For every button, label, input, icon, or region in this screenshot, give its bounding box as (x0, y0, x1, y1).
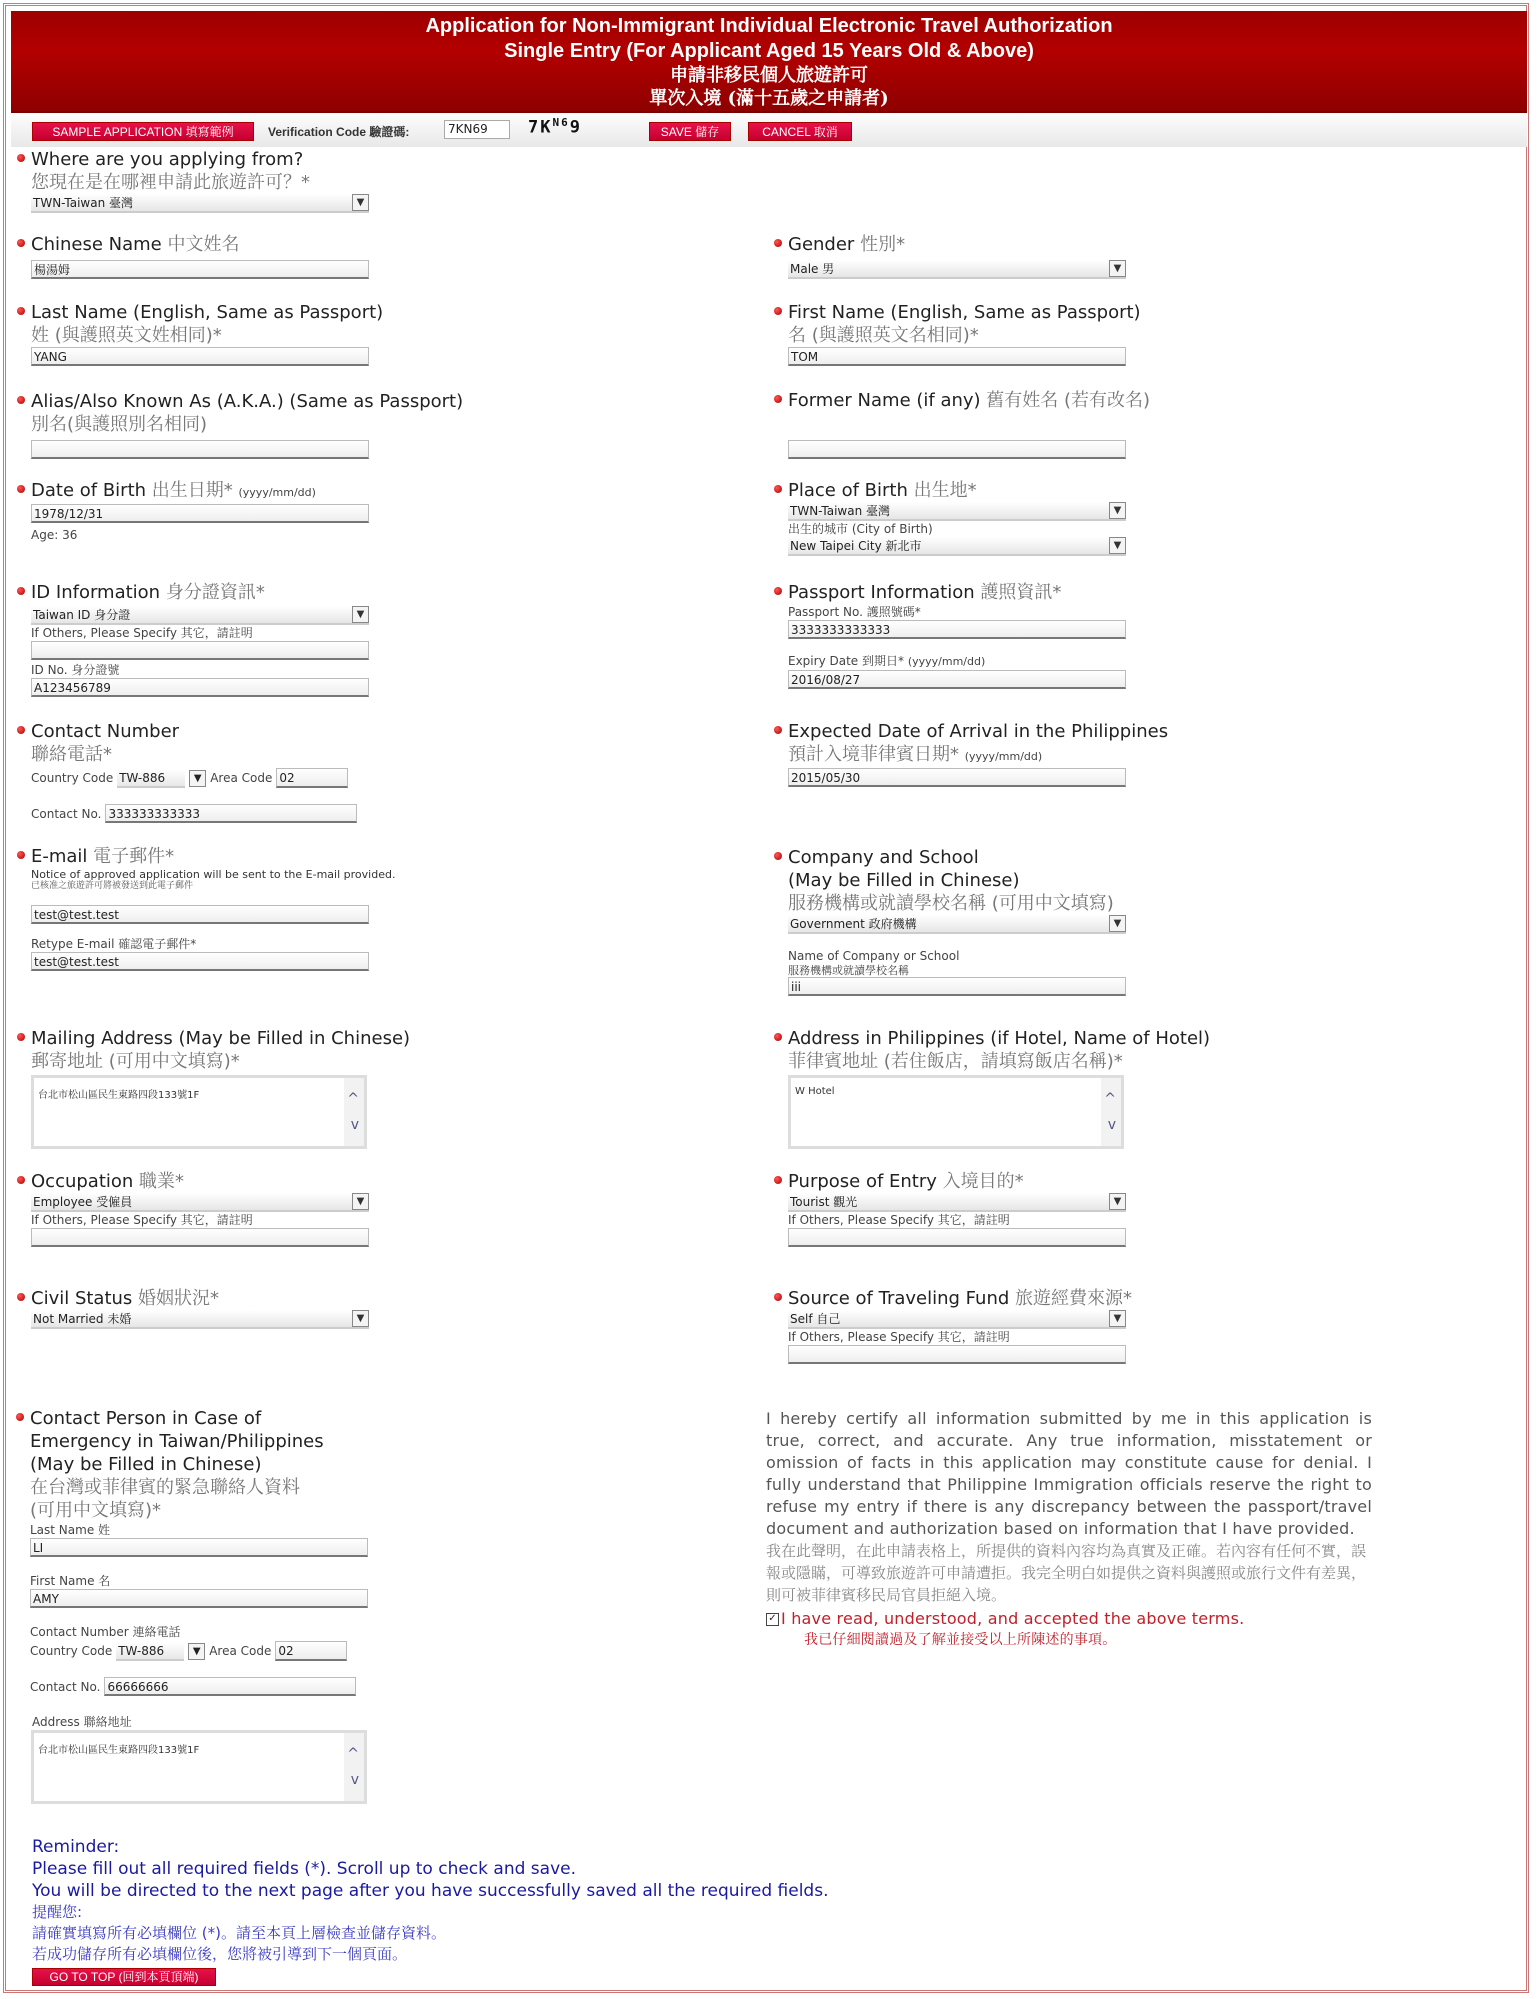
ph-address-value: W Hotel (795, 1086, 835, 1097)
scrollbar[interactable] (344, 1733, 364, 1801)
last-name-label-zh: 姓 (與護照英文姓相同)* (31, 325, 222, 346)
id-info-label-zh: 身分證資訊* (165, 582, 265, 603)
fund-label-zh: 旅遊經費來源* (1015, 1288, 1133, 1309)
emergency-first-label: First Name 名 (30, 1574, 111, 1588)
required-bullet-icon (774, 1033, 782, 1041)
reminder-line-1: Please fill out all required fields (*). Scroll up to check and save. (32, 1859, 576, 1879)
checkbox-checked-icon[interactable]: ✓ (766, 1613, 779, 1626)
arrival-input[interactable]: 2015/05/30 (788, 768, 1126, 787)
first-name-label-zh: 名 (與護照英文名相同)* (788, 325, 979, 346)
civil-value: Not Married 未婚 (33, 1312, 132, 1326)
occupation-select[interactable] (31, 1193, 369, 1212)
age-text: Age: 36 (31, 528, 78, 542)
emergency-label-zh-2: (可用中文填寫)* (30, 1500, 162, 1521)
pob-city-select[interactable] (788, 537, 1126, 556)
required-bullet-icon (774, 1176, 782, 1184)
occupation-value: Employee 受僱員 (33, 1195, 133, 1209)
required-bullet-icon (774, 1293, 782, 1301)
dob-input[interactable]: 1978/12/31 (31, 504, 369, 523)
reminder-line-1-zh: 請確實填寫所有必填欄位 (*)。請至本頁上層檢查並儲存資料。 (32, 1924, 446, 1942)
certification-text: I hereby certify all information submitted by me in this application is true, correct, and accurate. Any true information, misstatement or omission of facts in this application may constitute cause for denial. I fully understand that Philippine Immigration officials reserve the right to refuse my entry if there is any discrepancy between the passport/travel document and authorization based on information that I have provided. (766, 1409, 1372, 1538)
company-label-2: (May be Filled in Chinese) (788, 870, 1020, 891)
gender-select[interactable] (788, 260, 1126, 279)
emergency-address-value: 台北市松山區民生東路四段133號1F (38, 1745, 200, 1756)
required-bullet-icon (17, 396, 25, 404)
purpose-select[interactable] (788, 1193, 1126, 1212)
company-name-label-zh: 服務機構或就讀學校名稱 (788, 964, 909, 977)
passport-section (788, 581, 1126, 689)
fund-select[interactable] (788, 1310, 1126, 1329)
occupation-label: Occupation (31, 1171, 134, 1192)
emergency-first-input[interactable]: AMY (30, 1589, 368, 1608)
applying-from-label-zh: 您現在是在哪裡申請此旅遊許可？* (31, 172, 310, 193)
arrival-format: (yyyy/mm/dd) (964, 750, 1043, 763)
former-name-label: Former Name (if any) (788, 390, 981, 411)
occupation-label-zh: 職業* (139, 1171, 185, 1192)
chevron-down-icon[interactable]: v (1107, 1117, 1116, 1133)
chinese-name-section (31, 233, 369, 279)
required-bullet-icon (774, 852, 782, 860)
former-name-label-zh: 舊有姓名 (若有改名) (986, 390, 1151, 411)
emergency-label-1: Contact Person in Case of (30, 1408, 262, 1429)
mailing-address-textarea[interactable] (31, 1075, 367, 1149)
chevron-down-icon[interactable]: ▼ (189, 770, 206, 787)
emergency-area-code-label: Area Code (209, 1644, 272, 1658)
chevron-up-icon[interactable]: ^ (347, 1746, 359, 1762)
civil-status-section (31, 1287, 369, 1329)
scrollbar[interactable] (1101, 1078, 1121, 1146)
chevron-down-icon: ▼ (1109, 502, 1126, 519)
required-bullet-icon (17, 154, 25, 162)
email-notice-zh: 已核准之旅遊許可將被發送到此電子郵件 (31, 881, 194, 891)
page-header (11, 11, 1527, 113)
expiry-label: Expiry Date 到期日* (788, 654, 904, 668)
emergency-address-label: Address 聯絡地址 (32, 1715, 132, 1729)
civil-label-zh: 婚姻狀況* (138, 1288, 220, 1309)
id-type-value: Taiwan ID 身分證 (33, 608, 131, 622)
chevron-up-icon[interactable]: ^ (347, 1091, 359, 1107)
purpose-section (788, 1170, 1126, 1247)
required-bullet-icon (17, 726, 25, 734)
alias-input[interactable] (31, 440, 369, 459)
accept-terms-label[interactable]: I have read, understood, and accepted the above terms. (781, 1609, 1245, 1628)
contact-no-label: Contact No. (31, 806, 102, 821)
passport-label-zh: 護照資訊* (980, 582, 1062, 603)
captcha-sup: N6 (552, 116, 570, 129)
required-bullet-icon (774, 239, 782, 247)
title-en-1: Application for Non-Immigrant Individual Electronic Travel Authorization (425, 15, 1113, 37)
id-no-input[interactable]: A123456789 (31, 678, 369, 697)
captcha-end: 9 (569, 117, 582, 138)
verification-code-input[interactable]: 7KN69 (444, 120, 510, 139)
email-label-zh: 電子郵件* (93, 846, 175, 867)
purpose-others-label: If Others, Please Specify 其它，請註明 (788, 1213, 1010, 1227)
alias-section (31, 390, 463, 459)
contact-label-zh: 聯絡電話* (31, 744, 112, 765)
captcha-image (528, 116, 582, 138)
chevron-down-icon: ▼ (352, 1310, 369, 1327)
country-code-select[interactable]: TW-886 (117, 769, 185, 788)
chevron-down-icon: ▼ (1109, 537, 1126, 554)
emergency-label-zh-1: 在台灣或菲律賓的緊急聯絡人資料 (30, 1477, 300, 1498)
chevron-down-icon: ▼ (1109, 1193, 1126, 1210)
contact-section (31, 720, 357, 823)
save-button[interactable]: SAVE 儲存 (649, 122, 731, 141)
area-code-input[interactable]: 02 (276, 768, 348, 788)
certification-block (766, 1408, 1372, 1650)
email-section (31, 845, 395, 971)
required-bullet-icon (774, 726, 782, 734)
company-name-input[interactable]: iii (788, 977, 1126, 996)
contact-no-input[interactable]: 333333333333 (105, 804, 357, 823)
applying-from-value: TWN-Taiwan 臺灣 (33, 196, 134, 210)
id-type-select[interactable] (31, 606, 369, 625)
expiry-input[interactable]: 2016/08/27 (788, 670, 1126, 689)
expiry-format: (yyyy/mm/dd) (907, 655, 986, 668)
passport-label: Passport Information (788, 582, 975, 603)
chevron-down-icon[interactable]: v (350, 1772, 359, 1788)
applying-from-select[interactable] (31, 194, 369, 213)
retype-email-label: Retype E-mail 確認電子郵件* (31, 937, 197, 951)
first-name-section (788, 301, 1141, 366)
gender-label-zh: 性別* (860, 234, 906, 255)
company-section (788, 846, 1126, 996)
mailing-label: Mailing Address (May be Filled in Chinese) (31, 1028, 411, 1049)
chinese-name-input[interactable]: 楊湯姆 (31, 260, 369, 279)
mailing-address-value: 台北市松山區民生東路四段133號1F (38, 1090, 200, 1101)
required-bullet-icon (17, 485, 25, 493)
gender-value: Male 男 (790, 262, 835, 276)
emergency-label-3: (May be Filled in Chinese) (30, 1454, 262, 1475)
sample-application-button[interactable]: SAMPLE APPLICATION 填寫範例 (32, 122, 254, 141)
chevron-down-icon: ▼ (352, 1193, 369, 1210)
ph-address-textarea[interactable] (788, 1075, 1124, 1149)
chevron-down-icon[interactable]: ▼ (188, 1643, 205, 1660)
required-bullet-icon (17, 239, 25, 247)
passport-no-label: Passport No. 護照號碼* (788, 605, 921, 619)
pob-country-value: TWN-Taiwan 臺灣 (790, 504, 891, 518)
pob-city-value: New Taipei City 新北市 (790, 539, 922, 553)
dob-label: Date of Birth (31, 480, 147, 501)
country-code-label: Country Code (31, 771, 114, 785)
cancel-button[interactable]: CANCEL 取消 (748, 122, 852, 141)
arrival-label-zh: 預計入境菲律賓日期* (788, 744, 959, 765)
reminder-title-zh: 提醒您: (32, 1903, 83, 1921)
purpose-others-input[interactable] (788, 1228, 1126, 1247)
company-label-zh: 服務機構或就讀學校名稱 (可用中文填寫) (788, 893, 1114, 914)
email-input[interactable]: test@test.test (31, 905, 369, 924)
fund-value: Self 自己 (790, 1312, 841, 1326)
accept-terms-label-zh: 我已仔細閱讀過及了解並接受以上所陳述的事項。 (804, 1632, 1117, 1648)
chevron-up-icon[interactable]: ^ (1104, 1091, 1116, 1107)
civil-label: Civil Status (31, 1288, 133, 1309)
id-others-input[interactable] (31, 641, 369, 660)
emergency-address-textarea[interactable] (31, 1730, 367, 1804)
emergency-contact-label: Contact Number 連絡電話 (30, 1625, 181, 1639)
title-zh-2: 單次入境 (滿十五歲之申請者) (649, 88, 889, 109)
company-type-value: Government 政府機構 (790, 917, 917, 931)
chevron-down-icon: ▼ (1109, 915, 1126, 932)
required-bullet-icon (774, 587, 782, 595)
emergency-label-2: Emergency in Taiwan/Philippines (30, 1431, 324, 1452)
last-name-input[interactable]: YANG (31, 347, 369, 366)
email-notice: Notice of approved application will be sent to the E-mail provided. (31, 868, 396, 881)
arrival-label: Expected Date of Arrival in the Philippines (788, 721, 1169, 742)
occupation-others-label: If Others, Please Specify 其它，請註明 (31, 1213, 253, 1227)
emergency-last-label: Last Name 姓 (30, 1523, 111, 1537)
fund-others-input[interactable] (788, 1345, 1126, 1364)
alias-label-zh: 別名(與護照別名相同) (31, 414, 208, 435)
verification-code-label: Verification Code 驗證碼: (268, 125, 410, 139)
id-others-label: If Others, Please Specify 其它，請註明 (31, 626, 253, 640)
area-code-label: Area Code (210, 771, 273, 785)
scrollbar[interactable] (344, 1078, 364, 1146)
chevron-down-icon: ▼ (1109, 1310, 1126, 1327)
required-bullet-icon (17, 851, 25, 859)
ph-address-label-zh: 菲律賓地址 (若住飯店，請填寫飯店名稱)* (788, 1051, 1123, 1072)
title-en-2: Single Entry (For Applicant Aged 15 Years Old & Above) (504, 40, 1034, 62)
contact-label: Contact Number (31, 721, 180, 742)
retype-email-input[interactable]: test@test.test (31, 952, 369, 971)
purpose-label: Purpose of Entry (788, 1171, 937, 1192)
chevron-down-icon: ▼ (1109, 260, 1126, 277)
gender-label: Gender (788, 234, 855, 255)
chevron-down-icon[interactable]: v (350, 1117, 359, 1133)
emergency-contact-no-label: Contact No. (30, 1679, 101, 1694)
dob-label-zh: 出生日期* (151, 480, 233, 501)
passport-no-input[interactable]: 3333333333333 (788, 620, 1126, 639)
go-to-top-button[interactable]: GO TO TOP (回到本頁頂端) (32, 1968, 216, 1986)
required-bullet-icon (17, 1176, 25, 1184)
company-type-select[interactable] (788, 915, 1126, 934)
chevron-down-icon: ▼ (352, 194, 369, 211)
emergency-last-input[interactable]: LI (30, 1538, 368, 1557)
required-bullet-icon (774, 485, 782, 493)
mailing-label-zh: 郵寄地址 (可用中文填寫)* (31, 1051, 240, 1072)
company-label-1: Company and School (788, 847, 979, 868)
required-bullet-icon (17, 307, 25, 315)
company-name-label: Name of Company or School (788, 949, 960, 963)
title-zh-1: 申請非移民個人旅遊許可 (670, 65, 868, 86)
dob-section (31, 479, 369, 543)
last-name-section (31, 301, 383, 366)
required-bullet-icon (17, 587, 25, 595)
pob-city-label: 出生的城市 (City of Birth) (788, 522, 933, 536)
mailing-address-section (31, 1027, 410, 1149)
chinese-name-label-zh: 中文姓名 (167, 234, 240, 255)
former-name-input[interactable] (788, 440, 1126, 459)
applying-from-label: Where are you applying from? (31, 149, 304, 170)
chinese-name-label: Chinese Name (31, 234, 162, 255)
civil-status-select[interactable] (31, 1310, 369, 1329)
first-name-label: First Name (English, Same as Passport) (788, 302, 1141, 323)
captcha-main: 7K (528, 117, 553, 138)
dob-format: (yyyy/mm/dd) (238, 486, 316, 499)
occupation-others-input[interactable] (31, 1228, 369, 1247)
emergency-country-code-select[interactable]: TW-886 (116, 1642, 184, 1661)
arrival-section (788, 720, 1168, 787)
fund-section (788, 1287, 1132, 1364)
id-info-label: ID Information (31, 582, 161, 603)
reminder-title: Reminder: (32, 1837, 120, 1857)
former-name-section (788, 389, 1150, 459)
reminder-block (32, 1836, 828, 1965)
fund-others-label: If Others, Please Specify 其它，請註明 (788, 1330, 1010, 1344)
pob-label-zh: 出生地* (913, 480, 977, 501)
pob-label: Place of Birth (788, 480, 908, 501)
required-bullet-icon (774, 395, 782, 403)
required-bullet-icon (17, 1293, 25, 1301)
alias-label: Alias/Also Known As (A.K.A.) (Same as Passport) (31, 391, 464, 412)
emergency-area-code-input[interactable]: 02 (275, 1641, 347, 1661)
emergency-country-code-label: Country Code (30, 1644, 113, 1658)
reminder-line-2-zh: 若成功儲存所有必填欄位後，您將被引導到下一個頁面。 (32, 1945, 408, 1963)
email-label: E-mail (31, 846, 88, 867)
purpose-label-zh: 入境目的* (942, 1171, 1024, 1192)
gender-section (788, 233, 1126, 279)
ph-address-section (788, 1027, 1210, 1149)
certification-text-zh: 我在此聲明，在此申請表格上，所提供的資料內容均為真實及正確。若內容有任何不實，誤報或隱瞞，可導致旅遊許可申請遭拒。我完全明白如提供之資料與護照或旅行文件有差異，則可被菲律賓移民局官員拒絕入境。 (766, 1542, 1367, 1604)
reminder-line-2: You will be directed to the next page after you have successfully saved all the required fields. (32, 1881, 829, 1901)
pob-section (788, 479, 1126, 556)
first-name-input[interactable]: TOM (788, 347, 1126, 366)
occupation-section (31, 1170, 369, 1247)
pob-country-select[interactable] (788, 502, 1126, 521)
id-info-section (31, 581, 369, 697)
fund-label: Source of Traveling Fund (788, 1288, 1010, 1309)
emergency-contact-section (30, 1407, 368, 1804)
required-bullet-icon (16, 1413, 24, 1421)
emergency-contact-no-input[interactable]: 66666666 (104, 1677, 356, 1696)
required-bullet-icon (774, 307, 782, 315)
id-no-label: ID No. 身分證號 (31, 663, 120, 677)
purpose-value: Tourist 觀光 (790, 1195, 858, 1209)
applying-from-section (31, 148, 369, 213)
toolbar (11, 113, 1527, 147)
last-name-label: Last Name (English, Same as Passport) (31, 302, 384, 323)
ph-address-label: Address in Philippines (if Hotel, Name of Hotel) (788, 1028, 1211, 1049)
required-bullet-icon (17, 1033, 25, 1041)
chevron-down-icon: ▼ (352, 606, 369, 623)
